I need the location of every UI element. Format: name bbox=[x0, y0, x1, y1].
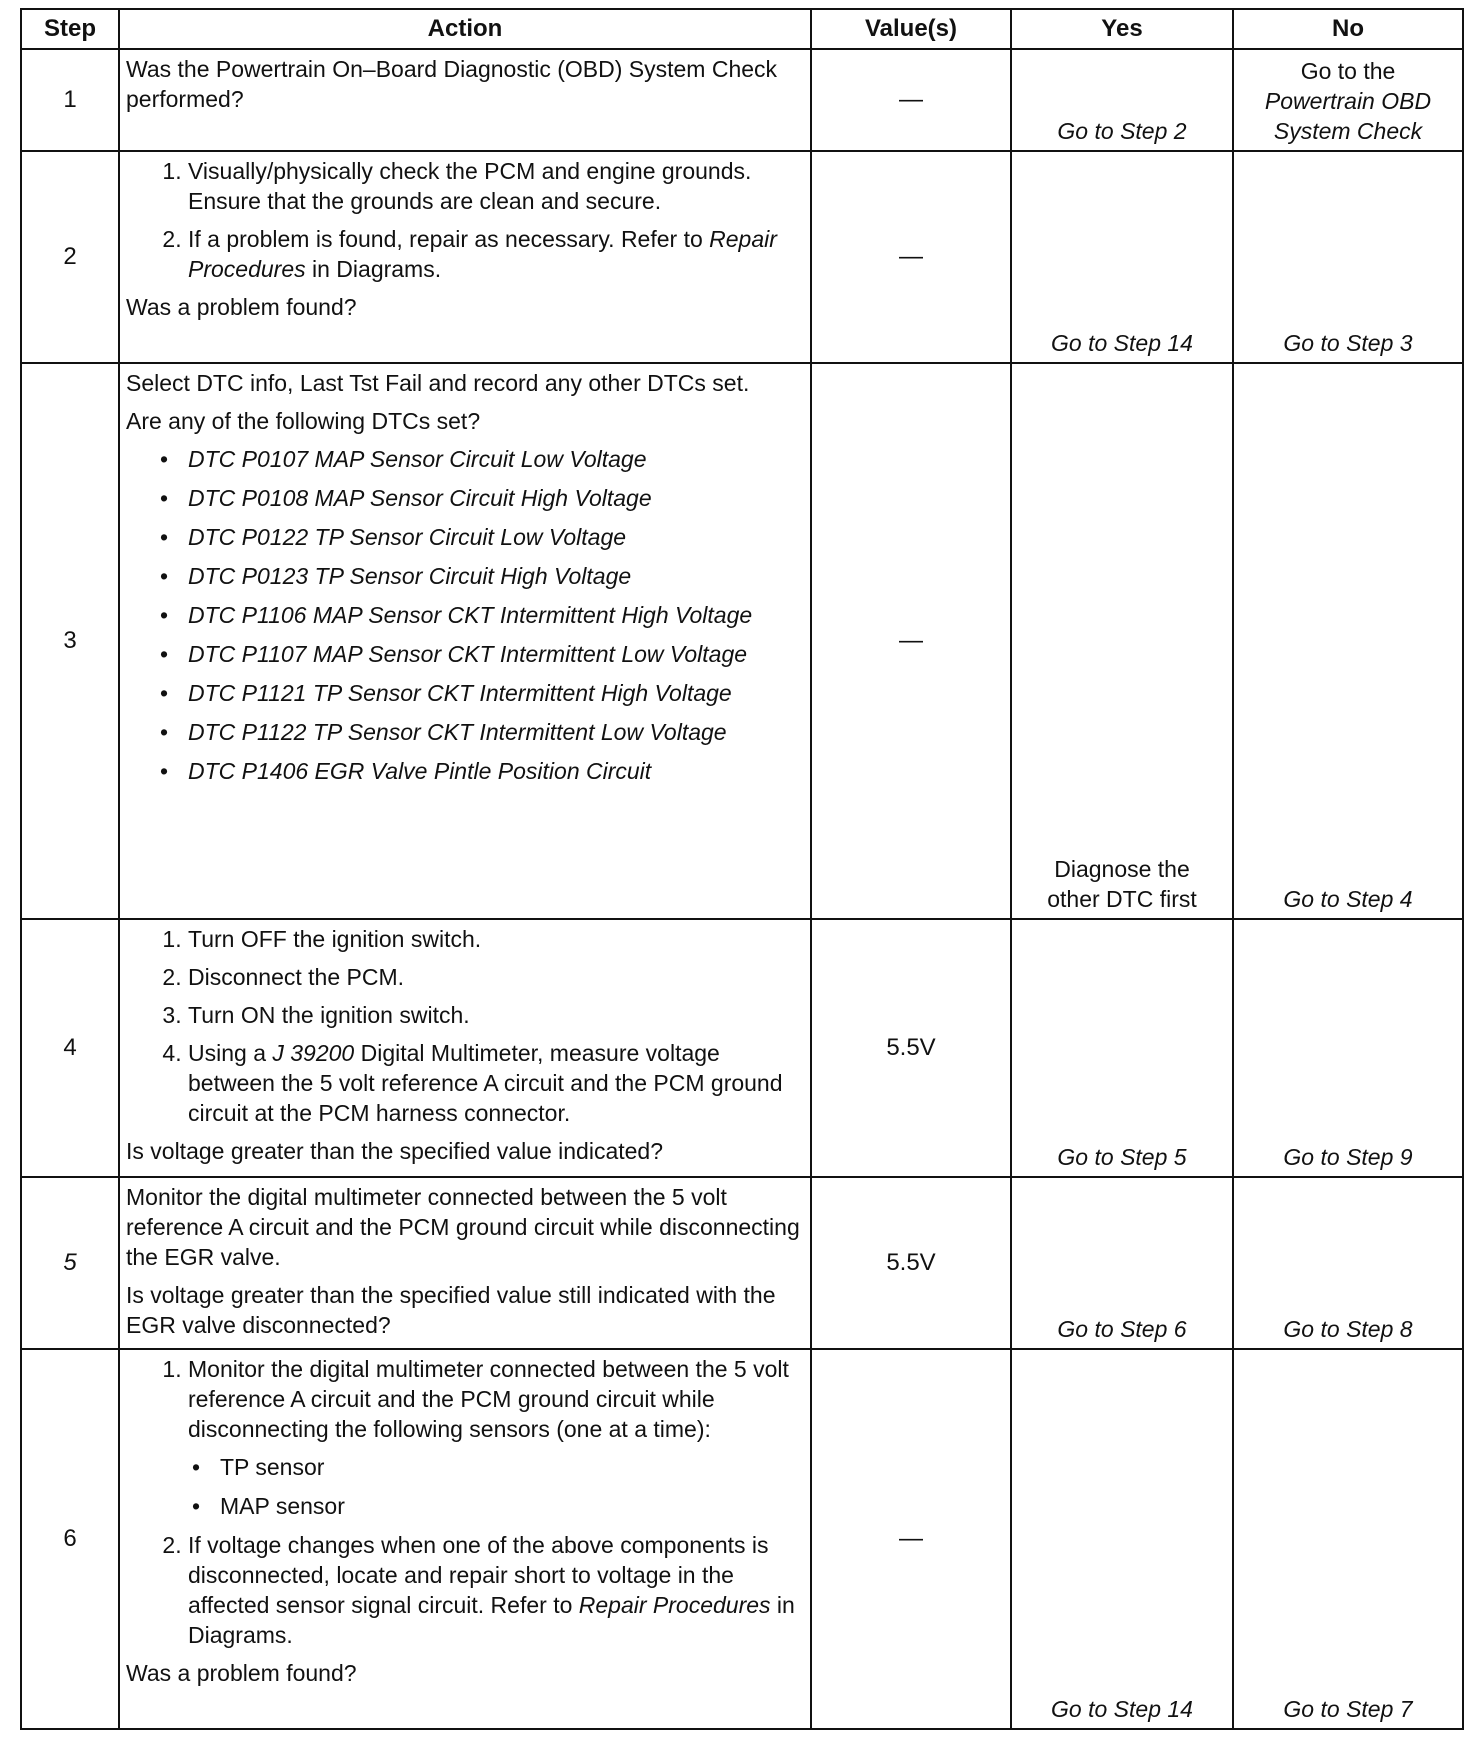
intro-text: Select DTC info, Last Tst Fail and record any other DTCs set. bbox=[126, 370, 750, 396]
header-action: Action bbox=[119, 9, 811, 49]
no-cell: Go to Step 3 bbox=[1233, 151, 1463, 363]
list-item: 2. Disconnect the PCM. bbox=[188, 962, 804, 992]
list-item: • DTC P0108 MAP Sensor Circuit High Voltage bbox=[188, 483, 804, 513]
list-item: 4. Using a J 39200 Digital Multimeter, measure voltage between the 5 volt reference A circuit and the PCM ground circuit at the PCM harness connector. bbox=[188, 1038, 804, 1128]
value-cell: — bbox=[811, 49, 1011, 151]
action-cell bbox=[119, 49, 811, 151]
list-item: • DTC P1121 TP Sensor CKT Intermittent High Voltage bbox=[188, 678, 804, 708]
no-line: System Check bbox=[1273, 118, 1423, 144]
yes-line: Diagnose the bbox=[1054, 856, 1190, 882]
no-line: Go to the bbox=[1300, 58, 1396, 84]
step-number: 6 bbox=[21, 1349, 119, 1729]
list-item: 2. If a problem is found, repair as necessary. Refer to Repair Procedures in Diagrams. bbox=[188, 224, 804, 284]
value-cell: — bbox=[811, 363, 1011, 919]
no-cell: Go to Step 4 bbox=[1233, 363, 1463, 919]
yes-line: other DTC first bbox=[1047, 886, 1197, 912]
action-cell bbox=[119, 1177, 811, 1349]
table-row-step-5 bbox=[21, 1177, 1463, 1349]
question-text: Is voltage greater than the specified value still indicated with the EGR valve disconnected? bbox=[126, 1282, 776, 1338]
step-number: 5 bbox=[21, 1177, 119, 1349]
value-cell: 5.5V bbox=[811, 919, 1011, 1177]
no-line: Powertrain OBD bbox=[1264, 88, 1432, 114]
step-number: 2 bbox=[21, 151, 119, 363]
action-cell bbox=[119, 151, 811, 363]
question-text: Was a problem found? bbox=[126, 1660, 357, 1686]
list-item: • DTC P1106 MAP Sensor CKT Intermittent High Voltage bbox=[188, 600, 804, 630]
table-row-step-2 bbox=[21, 151, 1463, 363]
list-item: • DTC P1122 TP Sensor CKT Intermittent Low Voltage bbox=[188, 717, 804, 747]
no-cell bbox=[1233, 49, 1463, 151]
diagnostic-table bbox=[20, 8, 1464, 1730]
list-item: 1. Turn OFF the ignition switch. bbox=[188, 924, 804, 954]
question-text: Was a problem found? bbox=[126, 294, 357, 320]
step-number: 1 bbox=[21, 49, 119, 151]
list-item: 1. Visually/physically check the PCM and engine grounds. Ensure that the grounds are clean and secure. bbox=[188, 156, 804, 216]
list-item: • DTC P1406 EGR Valve Pintle Position Circuit bbox=[188, 756, 804, 786]
value-cell: — bbox=[811, 1349, 1011, 1729]
action-cell bbox=[119, 1349, 811, 1729]
yes-cell: Go to Step 2 bbox=[1011, 49, 1233, 151]
no-cell: Go to Step 8 bbox=[1233, 1177, 1463, 1349]
list-item: 3. Turn ON the ignition switch. bbox=[188, 1000, 804, 1030]
instruction-list bbox=[126, 156, 804, 284]
table-row-step-1 bbox=[21, 49, 1463, 151]
list-item: 2. If voltage changes when one of the above components is disconnected, locate and repair short to voltage in the affected sensor signal circuit. Refer to Repair Procedures in Diagrams. bbox=[188, 1530, 804, 1650]
action-cell bbox=[119, 363, 811, 919]
yes-cell bbox=[1011, 363, 1233, 919]
yes-cell: Go to Step 5 bbox=[1011, 919, 1233, 1177]
table-header-row bbox=[21, 9, 1463, 49]
list-item: • DTC P1107 MAP Sensor CKT Intermittent Low Voltage bbox=[188, 639, 804, 669]
list-item: • DTC P0122 TP Sensor Circuit Low Voltage bbox=[188, 522, 804, 552]
question-text: Was the Powertrain On–Board Diagnostic (OBD) System Check performed? bbox=[126, 56, 778, 112]
instruction-list bbox=[126, 924, 804, 1128]
value-cell: 5.5V bbox=[811, 1177, 1011, 1349]
header-no: No bbox=[1233, 9, 1463, 49]
table-row-step-3 bbox=[21, 363, 1463, 919]
instruction-text: Monitor the digital multimeter connected between the 5 volt reference A circuit and the PCM ground circuit while disconnecting the EGR valve. bbox=[126, 1184, 800, 1270]
header-yes: Yes bbox=[1011, 9, 1233, 49]
list-item: • MAP sensor bbox=[220, 1491, 804, 1521]
list-item: • TP sensor bbox=[220, 1452, 804, 1482]
question-text: Is voltage greater than the specified value indicated? bbox=[126, 1138, 664, 1164]
instruction-list bbox=[126, 1354, 804, 1650]
table-row-step-4 bbox=[21, 919, 1463, 1177]
question-text: Are any of the following DTCs set? bbox=[126, 408, 481, 434]
list-item: • DTC P0107 MAP Sensor Circuit Low Voltage bbox=[188, 444, 804, 474]
table-row-step-6 bbox=[21, 1349, 1463, 1729]
sensor-list bbox=[188, 1452, 804, 1521]
header-values: Value(s) bbox=[811, 9, 1011, 49]
yes-cell: Go to Step 14 bbox=[1011, 1349, 1233, 1729]
list-item: • DTC P0123 TP Sensor Circuit High Voltage bbox=[188, 561, 804, 591]
yes-cell: Go to Step 6 bbox=[1011, 1177, 1233, 1349]
no-cell: Go to Step 7 bbox=[1233, 1349, 1463, 1729]
no-cell: Go to Step 9 bbox=[1233, 919, 1463, 1177]
list-item: 1. Monitor the digital multimeter connected between the 5 volt reference A circuit and the PCM ground circuit while disconnecting the following sensors (one at a time): • TP sensor • MAP sensor bbox=[188, 1354, 804, 1521]
value-cell: — bbox=[811, 151, 1011, 363]
step-number: 4 bbox=[21, 919, 119, 1177]
dtc-list bbox=[126, 444, 804, 786]
action-cell bbox=[119, 919, 811, 1177]
yes-cell: Go to Step 14 bbox=[1011, 151, 1233, 363]
tool-ref: J 39200 bbox=[272, 1040, 355, 1066]
repair-procedures-ref: Repair Procedures bbox=[578, 1592, 771, 1618]
step-number: 3 bbox=[21, 363, 119, 919]
repair-procedures-ref: Repair Procedures bbox=[188, 226, 777, 282]
header-step: Step bbox=[21, 9, 119, 49]
